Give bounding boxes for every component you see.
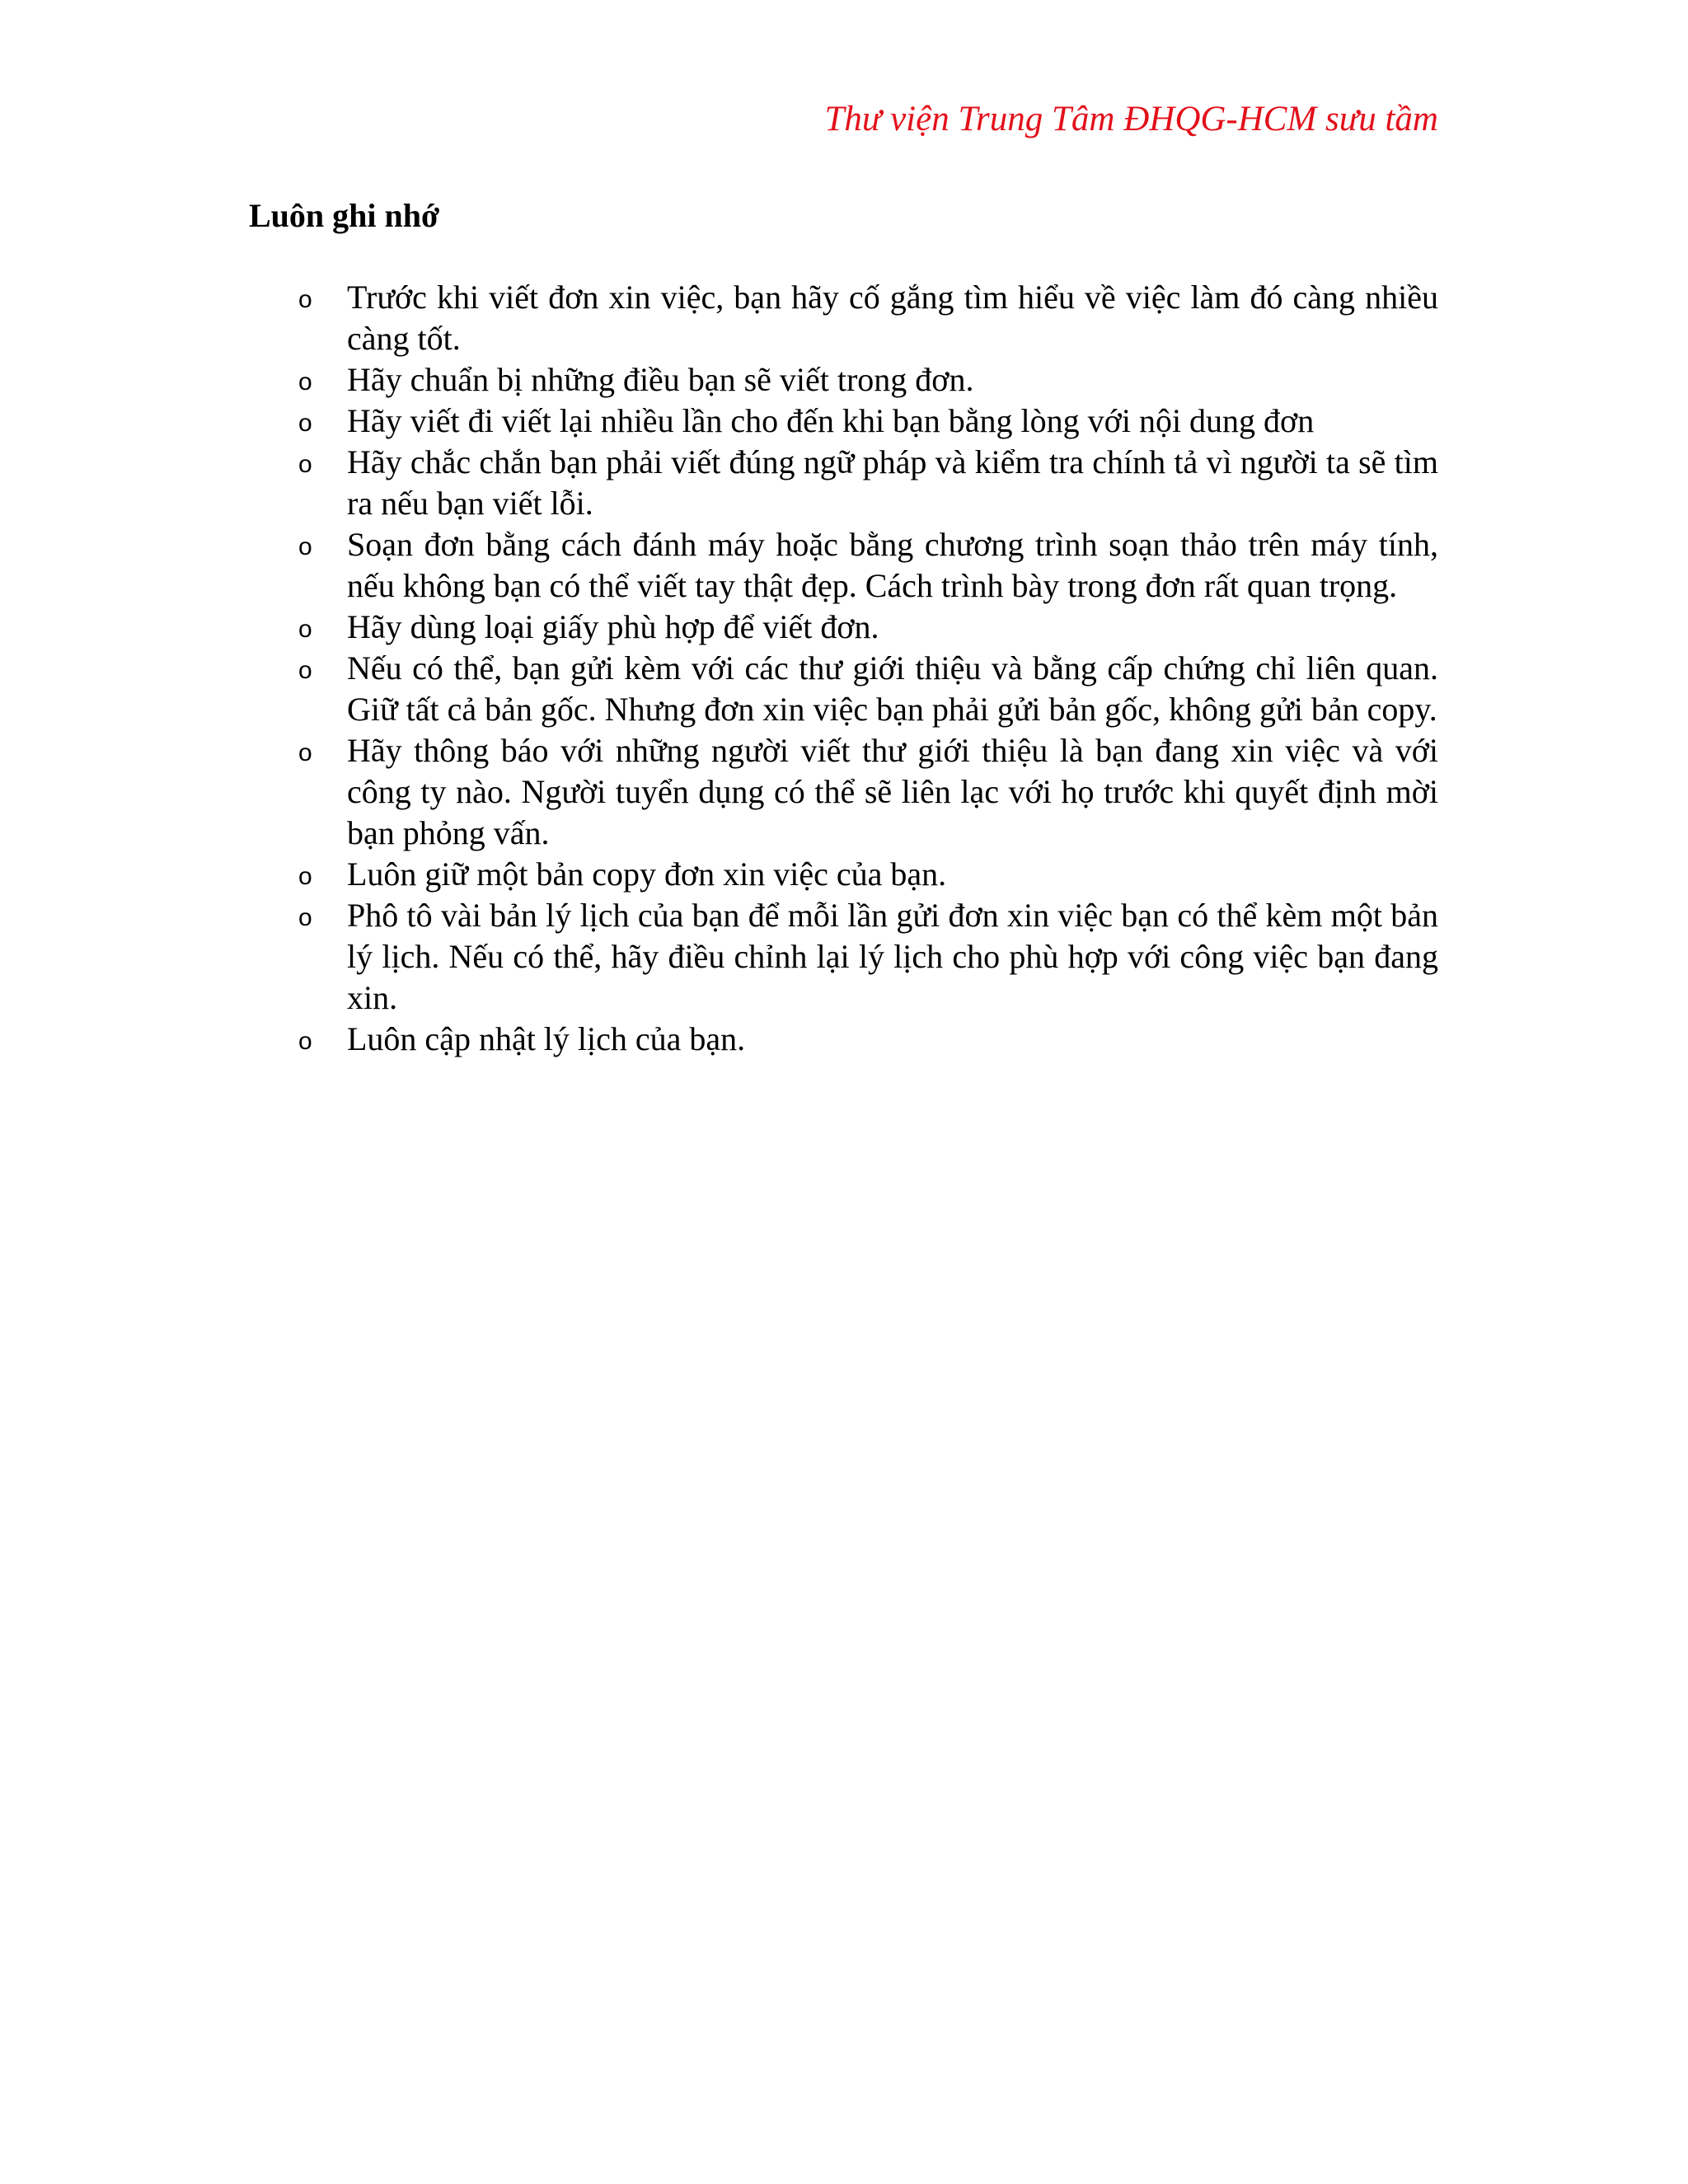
tip-text: Luôn cập nhật lý lịch của bạn. [347,1020,746,1057]
bullet-icon: o [298,904,312,931]
list-item [249,607,1438,648]
section-title: Luôn ghi nhớ [249,197,440,234]
tips-list [249,277,1438,1060]
tip-text: Hãy thông báo với những người viết thư giới thiệu là bạn đang xin việc và với công ty nào. Người tuyển dụng có thể sẽ liên lạc với họ trước khi quyết định mời bạn phỏng vấn. [347,732,1438,851]
list-item [249,359,1438,401]
bullet-icon: o [298,533,312,560]
tip-text: Hãy chắc chắn bạn phải viết đúng ngữ pháp và kiểm tra chính tả vì người ta sẽ tìm ra nếu bạn viết lỗi. [347,443,1438,522]
tip-text: Nếu có thể, bạn gửi kèm với các thư giới thiệu và bằng cấp chứng chỉ liên quan. Giữ tất cả bản gốc. Nhưng đơn xin việc bạn phải gửi bản gốc, không gửi bản copy. [347,649,1438,728]
list-item [249,1019,1438,1060]
bullet-icon: o [298,616,312,643]
list-item [249,442,1438,524]
bullet-icon: o [298,657,312,684]
list-item [249,524,1438,607]
bullet-icon: o [298,410,312,437]
list-item [249,401,1438,442]
tip-text: Trước khi viết đơn xin việc, bạn hãy cố gắng tìm hiểu về việc làm đó càng nhiều càng tốt. [347,279,1438,357]
list-item [249,648,1438,730]
bullet-icon: o [298,1028,312,1055]
tip-text: Soạn đơn bằng cách đánh máy hoặc bằng chương trình soạn thảo trên máy tính, nếu không bạn có thể viết tay thật đẹp. Cách trình bày trong đơn rất quan trọng. [347,526,1438,604]
bullet-icon: o [298,451,312,478]
bullet-icon: o [298,739,312,766]
bullet-icon: o [298,368,312,396]
list-item [249,854,1438,895]
tip-text: Phô tô vài bản lý lịch của bạn để mỗi lần gửi đơn xin việc bạn có thể kèm một bản lý lịch. Nếu có thể, hãy điều chỉnh lại lý lịch cho phù hợp với công việc bạn đang xin. [347,897,1438,1016]
page-header: Thư viện Trung Tâm ĐHQG-HCM sưu tầm [824,100,1438,138]
list-item [249,730,1438,854]
bullet-icon: o [298,863,312,890]
tip-text: Hãy chuẩn bị những điều bạn sẽ viết trong đơn. [347,361,974,398]
tip-text: Hãy viết đi viết lại nhiều lần cho đến khi bạn bằng lòng với nội dung đơn [347,402,1315,439]
list-item [249,895,1438,1019]
tip-text: Luôn giữ một bản copy đơn xin việc của bạn. [347,855,947,893]
bullet-icon: o [298,286,312,313]
tip-text: Hãy dùng loại giấy phù hợp để viết đơn. [347,608,879,645]
list-item [249,277,1438,359]
